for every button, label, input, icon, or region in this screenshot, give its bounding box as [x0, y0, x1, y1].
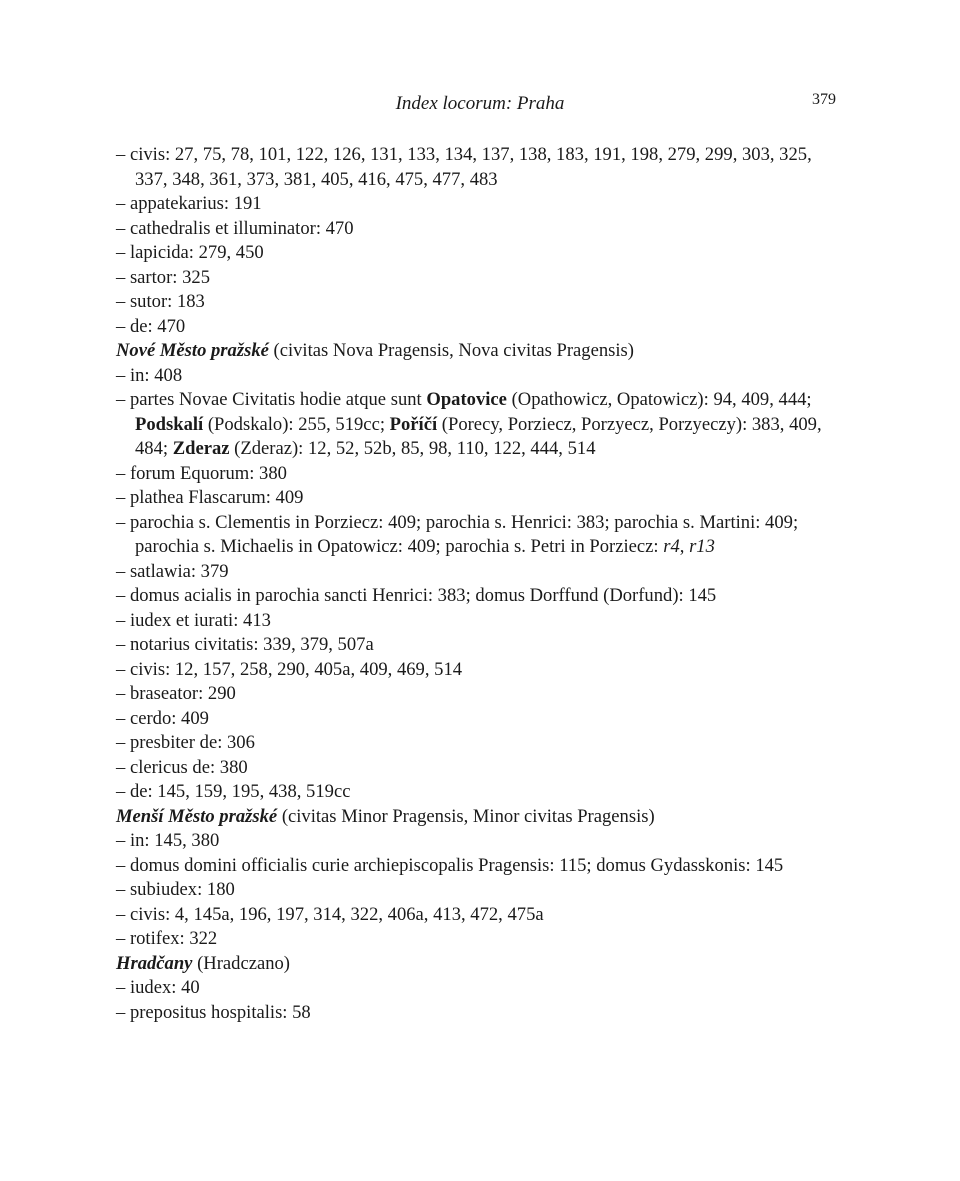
index-entry	[116, 388, 846, 462]
entry-text: – iudex et iurati: 413	[116, 609, 271, 631]
place-name: Nové Město pražské	[116, 340, 269, 361]
entry-text: – plathea Flascarum: 409	[116, 487, 304, 508]
entry-text: (civitas Minor Pragensis, Minor civitas Pragensis)	[277, 805, 655, 827]
index-entry	[116, 217, 846, 242]
index-entry	[116, 707, 846, 732]
entry-text: (Podskalo): 255, 519cc;	[203, 413, 390, 435]
index-entry	[116, 1001, 846, 1026]
subplace-name: Zderaz	[172, 438, 230, 459]
index-entry	[116, 658, 846, 683]
entry-text: (Hradczano)	[192, 952, 290, 974]
entry-text: – civis: 27, 75, 78, 101, 122, 126, 131, 133, 134, 137, 138, 183, 191, 198, 279, 299, 303, 325, 337, 348, 361, 373, 381, 405, 416, 475, 477, 483	[116, 144, 812, 190]
index-entry	[116, 780, 846, 805]
index-entry	[116, 609, 846, 634]
running-title: Index locorum: Praha	[395, 93, 565, 114]
index-list	[116, 143, 846, 1025]
index-entry	[116, 976, 846, 1001]
entry-text: – de: 145, 159, 195, 438, 519cc	[116, 781, 351, 802]
entry-text: (civitas Nova Pragensis, Nova civitas Pragensis)	[268, 340, 634, 361]
index-entry	[116, 143, 846, 192]
entry-text: – lapicida: 279, 450	[116, 242, 264, 263]
entry-text: r4	[663, 536, 680, 557]
entry-text: – sartor: 325	[116, 266, 210, 288]
entry-text: – parochia s. Clementis in Porziecz: 409; parochia s. Henrici: 383; parochia s. Martini: 409; parochia s. Michaelis in Opatowicz: 409; parochia s. Petri in Porziecz:	[116, 511, 799, 557]
entry-text: – prepositus hospitalis: 58	[116, 1001, 311, 1023]
index-entry	[116, 192, 846, 217]
entry-text: – forum Equorum: 380	[116, 462, 287, 484]
entry-text: – civis: 12, 157, 258, 290, 405a, 409, 469, 514	[116, 658, 463, 680]
index-heading-entry	[116, 805, 846, 830]
entry-text: – appatekarius: 191	[116, 193, 262, 214]
index-entry	[116, 927, 846, 952]
index-entry	[116, 560, 846, 585]
index-entry	[116, 290, 846, 315]
index-heading-entry	[116, 339, 846, 364]
entry-text: – presbiter de: 306	[116, 732, 255, 753]
index-entry	[116, 731, 846, 756]
index-entry	[116, 633, 846, 658]
entry-text: – subiudex: 180	[116, 879, 235, 900]
index-entry	[116, 756, 846, 781]
index-heading-entry	[116, 952, 846, 977]
entry-text: – domus acialis in parochia sancti Henrici: 383; domus Dorffund (Dorfund): 145	[116, 585, 717, 606]
entry-text: (Opathowicz, Opatowicz): 94, 409, 444;	[506, 389, 812, 410]
entry-text: – in: 408	[116, 364, 183, 386]
entry-text: ,	[679, 536, 690, 557]
place-name: Menší Město pražské	[116, 805, 278, 827]
entry-text: – braseator: 290	[116, 683, 236, 704]
place-name: Hradčany	[116, 952, 193, 974]
entry-text: r13	[689, 536, 715, 557]
index-entry	[116, 486, 846, 511]
subplace-name: Opatovice	[426, 389, 507, 410]
index-entry	[116, 682, 846, 707]
subplace-name: Poříčí	[389, 413, 438, 435]
index-entry	[116, 511, 846, 560]
entry-text: – clericus de: 380	[116, 756, 248, 778]
entry-text: – partes Novae Civitatis hodie atque sunt	[116, 389, 427, 410]
entry-text: – rotifex: 322	[116, 928, 218, 949]
index-entry	[116, 829, 846, 854]
index-entry	[116, 266, 846, 291]
entry-text: – cathedralis et illuminator: 470	[116, 217, 354, 239]
entry-text: – domus domini officialis curie archiepiscopalis Pragensis: 115; domus Gydasskonis: 145	[116, 854, 784, 876]
entry-text: – sutor: 183	[116, 291, 205, 312]
page-number: 379	[812, 91, 836, 108]
index-entry	[116, 364, 846, 389]
entry-text: – satlawia: 379	[116, 560, 229, 582]
index-entry	[116, 878, 846, 903]
entry-text: – in: 145, 380	[116, 830, 220, 851]
index-entry	[116, 241, 846, 266]
entry-text: (Porecy, Porziecz, Porzyecz, Porzyeczy): 383, 409, 484;	[135, 413, 822, 459]
entry-text: – iudex: 40	[116, 977, 200, 998]
entry-text: (Zderaz): 12, 52, 52b, 85, 98, 110, 122, 444, 514	[229, 438, 596, 459]
entry-text: – cerdo: 409	[116, 707, 209, 729]
entry-text: – notarius civitatis: 339, 379, 507a	[116, 634, 374, 655]
subplace-name: Podskalí	[135, 413, 204, 435]
index-entry	[116, 854, 846, 879]
index-entry	[116, 903, 846, 928]
entry-text: – civis: 4, 145a, 196, 197, 314, 322, 406a, 413, 472, 475a	[116, 903, 544, 925]
entry-text: – de: 470	[116, 315, 186, 337]
index-entry	[116, 462, 846, 487]
index-entry	[116, 315, 846, 340]
index-entry	[116, 584, 846, 609]
